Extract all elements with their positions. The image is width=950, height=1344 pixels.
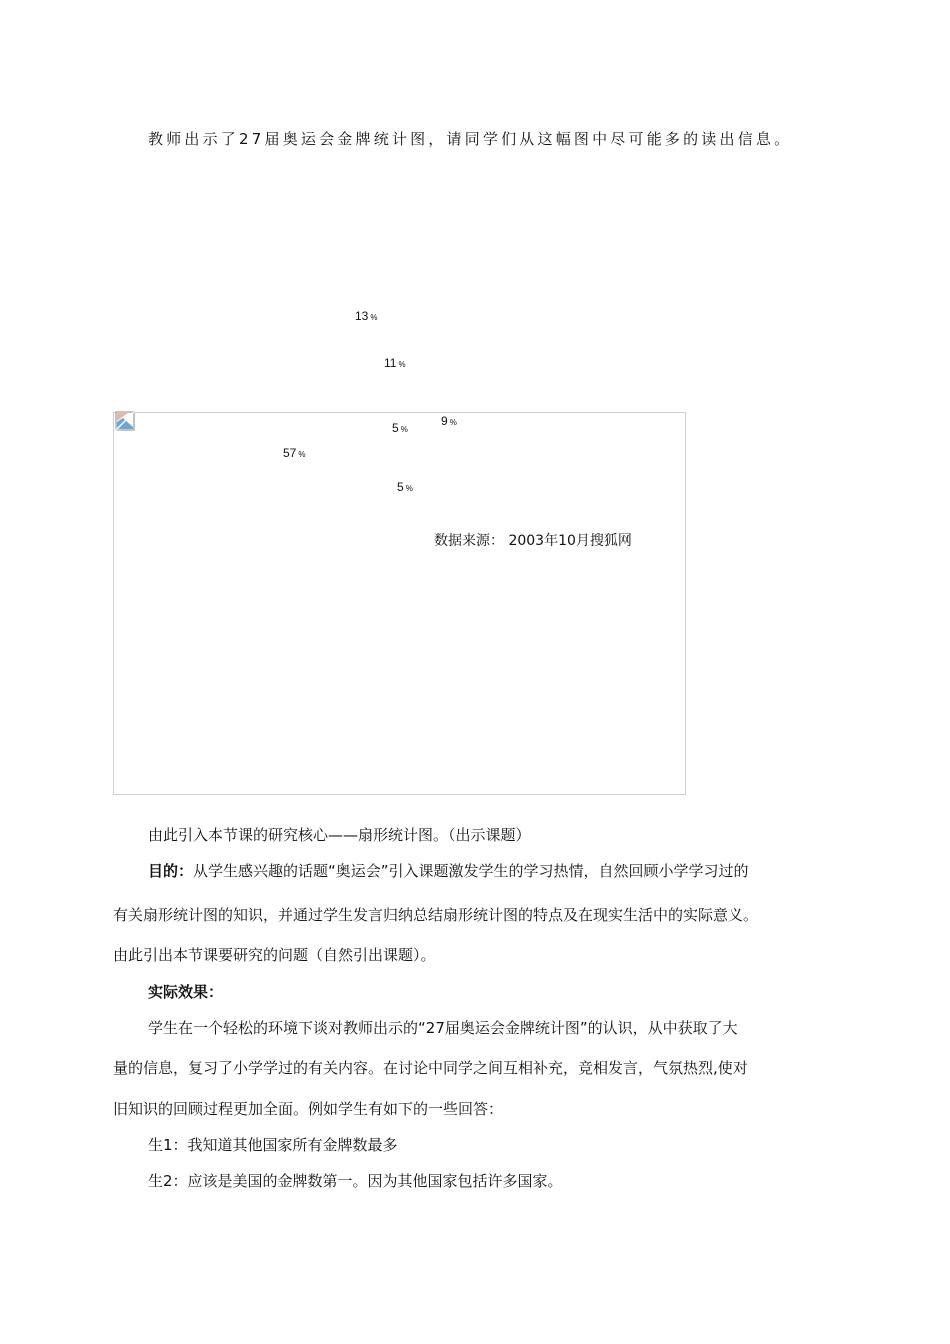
broken-image-icon: [115, 411, 135, 431]
line-purpose: 目的：从学生感兴趣的话题“奥运会”引入课题激发学生的学习热情，自然回顾小学学习过的: [148, 862, 749, 880]
line-effect-3: 旧知识的回顾过程更加全面。例如学生有如下的一些回答：: [113, 1100, 504, 1118]
effect-heading: 实际效果：: [148, 983, 224, 1001]
pie-label-57: 57 %: [283, 446, 306, 460]
pie-label-11: 11 %: [384, 356, 406, 370]
line-intro-core: 由此引入本节课的研究核心——扇形统计图。（出示课题）: [148, 826, 531, 844]
student-answer-2: 生2：应该是美国的金牌数第一。因为其他国家包括许多国家。: [148, 1172, 563, 1190]
line-effect-2: 量的信息，复习了小学学过的有关内容。在讨论中同学之间互相补充，竞相发言，气氛热烈,使对: [113, 1059, 748, 1077]
line-effect-1: 学生在一个轻松的环境下谈对教师出示的“27届奥运会金牌统计图”的认识，从中获取了大: [148, 1019, 738, 1037]
student-answer-1: 生1：我知道其他国家所有金牌数最多: [148, 1136, 398, 1154]
data-source: 数据来源： 2003年10月搜狐网: [434, 533, 632, 549]
line-purpose-3: 由此引出本节课要研究的问题（自然引出课题）。: [113, 946, 436, 964]
pie-label-9: 9 %: [441, 414, 457, 428]
purpose-label: 目的：: [148, 862, 194, 880]
line-purpose-2: 有关扇形统计图的知识，并通过学生发言归纳总结扇形统计图的特点及在现实生活中的实际意义。: [113, 906, 759, 924]
pie-label-5a: 5 %: [392, 421, 408, 435]
chart-frame: [113, 412, 686, 795]
pie-label-13: 13 %: [355, 309, 378, 323]
intro-paragraph: 教师出示了27届奥运会金牌统计图，请同学们从这幅图中尽可能多的读出信息。: [148, 130, 793, 148]
pie-label-5b: 5 %: [397, 480, 413, 494]
